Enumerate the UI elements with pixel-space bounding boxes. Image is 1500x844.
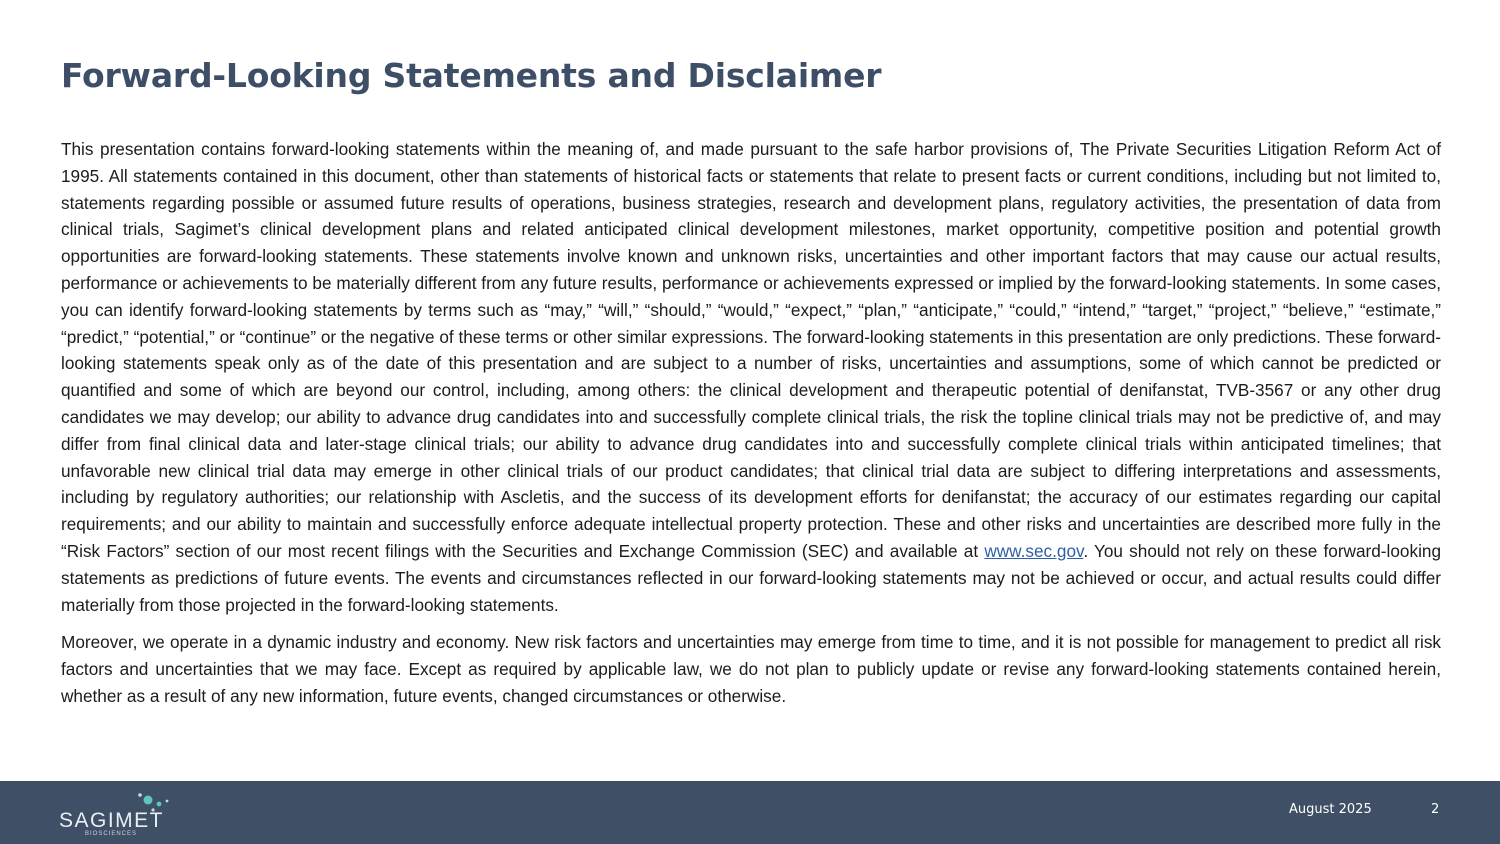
disclaimer-body — [61, 136, 1441, 721]
logo-dot-far-right — [166, 800, 169, 803]
paragraph-1-text-after-link: . You should not rely on these forward-looking statements as predictions of future events. The events and circumstances reflected in our forward-looking statements may not be achieved or occur, and actual results could differ materially from those projected in the forward-looking statements. — [61, 540, 1441, 615]
page-title: Forward-Looking Statements and Disclaimer — [61, 56, 882, 95]
footer-date: August 2025 — [1289, 802, 1372, 817]
logo-dot-right — [157, 802, 162, 807]
logo-subtitle: BIOSCIENCES — [85, 831, 138, 837]
logo-dot-small-top — [138, 793, 142, 797]
paragraph-1-text-before-link: This presentation contains forward-looking statements within the meaning of, and made pursuant to the safe harbor provisions of, The Private Securities Litigation Reform Act of 1995. All statements contained in this document, other than statements of historical facts or statements that relate to present facts or current conditions, including but not limited to, statements regarding possible or assumed future results of operations, business strategies, research and development plans, regulatory activities, the presentation of data from clinical trials, Sagimet’s clinical development plans and related anticipated clinical development milestones, market opportunity, competitive position and potential growth opportunities are forward-looking statements. These statements involve known and unknown risks, uncertainties and other important factors that may cause our actual results, performance or achievements to be materially different from any future results, performance or achievements expressed or implied by the forward-looking statements. In some cases, you can identify forward-looking statements by terms such as “may,” “will,” “should,” “would,” “expect,” “plan,” “anticipate,” “could,” “intend,” “target,” “project,” “believe,” “estimate,” “predict,” “potential,” or “continue” or the negative of these terms or other similar expressions. The forward-looking statements in this presentation are only predictions. These forward-looking statements speak only as of the date of this presentation and are subject to a number of risks, uncertainties and assumptions, some of which cannot be predicted or quantified and some of which are beyond our control, including, among others: the clinical development and therapeutic potential of denifanstat, TVB-3567 or any other drug candidates we may develop; our ability to advance drug candidates into and successfully complete clinical trials, the risk the topline clinical trials may not be predictive of, and may differ from final clinical data and later-stage clinical trials; our ability to advance drug candidates into and successfully complete clinical trials within anticipated timelines; that unfavorable new clinical trial data may emerge in other clinical trials of our product candidates; that clinical trial data are subject to differing interpretations and assessments, including by regulatory authorities; our relationship with Ascletis, and the success of its development efforts for denifanstat; the accuracy of our estimates regarding our capital requirements; and our ability to maintain and successfully enforce adequate intellectual property protection. These and other risks and uncertainties are described more fully in the “Risk Factors” section of our most recent filings with the Securities and Exchange Commission (SEC) and available at — [61, 139, 1441, 561]
sagimet-logo — [57, 791, 177, 835]
sec-gov-link[interactable]: www.sec.gov — [984, 540, 1084, 561]
logo-wordmark: SAGIMET — [59, 809, 165, 832]
disclaimer-paragraph-1 — [61, 136, 1441, 618]
disclaimer-paragraph-2: Moreover, we operate in a dynamic industry and economy. New risk factors and uncertainties may emerge from time to time, and it is not possible for management to predict all risk factors and uncertainties that we may face. Except as required by applicable law, we do not plan to publicly update or revise any forward-looking statements contained herein, whether as a result of any new information, future events, changed circumstances or otherwise. — [61, 632, 1441, 706]
footer-bar — [0, 781, 1500, 844]
logo-dot-large — [144, 796, 153, 805]
page-number: 2 — [1431, 802, 1440, 817]
